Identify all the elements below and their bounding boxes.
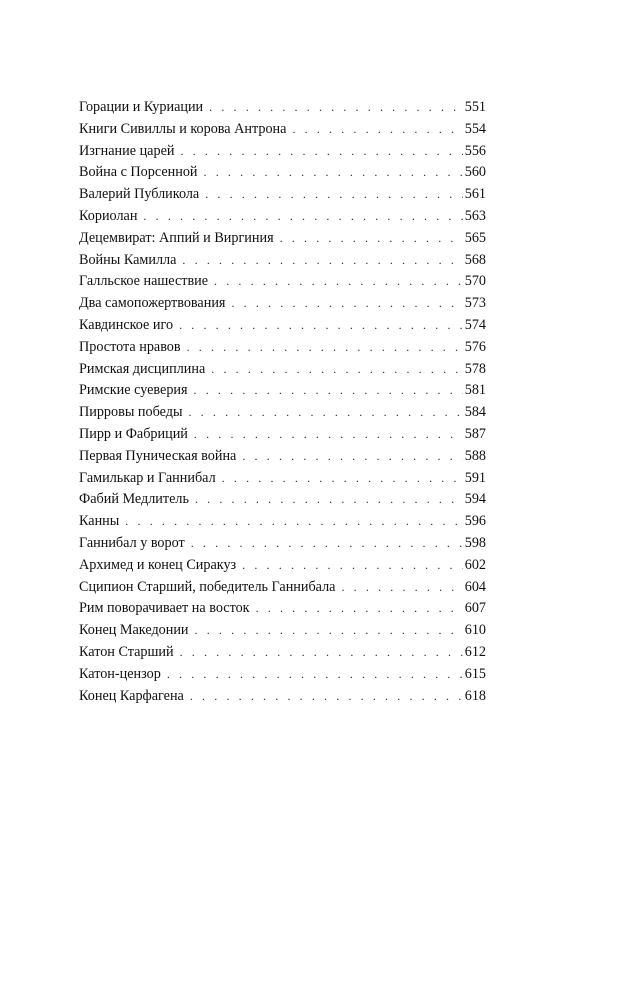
toc-entry-page: 560 <box>464 164 486 181</box>
toc-entry-page: 594 <box>464 491 486 508</box>
toc-entry-page: 610 <box>464 622 486 639</box>
toc-entry <box>79 402 486 424</box>
toc-entry <box>79 97 486 119</box>
toc-entry-page: 551 <box>464 99 486 115</box>
toc-entry <box>79 184 486 206</box>
toc-entry <box>79 359 486 381</box>
toc-entry-title: Война с Порсенной <box>79 164 198 181</box>
toc-entry <box>79 162 486 184</box>
toc-entry-page: 596 <box>464 513 486 530</box>
toc-entry <box>79 206 486 228</box>
toc-entry <box>79 424 486 446</box>
toc-entry <box>79 686 486 708</box>
toc-entry-page: 584 <box>464 404 486 421</box>
dot-leader <box>194 380 463 402</box>
toc-entry-title: Простота нравов <box>79 338 181 355</box>
dot-leader <box>214 271 463 293</box>
toc-entry-title: Рим поворачивает на восток <box>79 600 250 617</box>
dot-leader <box>341 577 462 599</box>
toc-entry-page: 568 <box>464 251 486 268</box>
toc-entry-title: Книги Сивиллы и корова Антрона <box>79 120 287 137</box>
toc-entry-page: 556 <box>464 142 486 159</box>
toc-entry-page: 602 <box>464 556 486 573</box>
toc-entry <box>79 468 486 490</box>
toc-entry <box>79 620 486 642</box>
dot-leader <box>209 97 463 119</box>
dot-leader <box>256 598 463 620</box>
toc-entry-title: Конец Македонии <box>79 622 189 639</box>
dot-leader <box>231 293 462 315</box>
toc-entry <box>79 533 486 555</box>
toc-entry-page: 565 <box>464 229 486 246</box>
dot-leader <box>143 206 462 228</box>
toc-entry-title: Войны Камилла <box>79 251 177 268</box>
toc-entry-title: Гамилькар и Ганнибал <box>79 469 216 486</box>
toc-entry <box>79 598 486 620</box>
dot-leader <box>191 533 463 555</box>
toc-entry-title: Канны <box>79 513 120 530</box>
toc-entry-title: Архимед и конец Сиракуз <box>79 556 237 573</box>
toc-entry-title: Конец Карфагена <box>79 687 184 704</box>
toc-entry-page: 615 <box>464 665 486 682</box>
toc-entry-title: Римская дисциплина <box>79 360 206 377</box>
toc-entry-title: Римские суеверия <box>79 382 188 399</box>
toc-entry-title: Катон Старший <box>79 643 174 660</box>
dot-leader <box>280 228 463 250</box>
toc-entry <box>79 119 486 141</box>
toc-entry <box>79 664 486 686</box>
toc-entry-title: Два самопожертвования <box>79 295 226 312</box>
toc-entry <box>79 141 486 163</box>
dot-leader <box>222 468 463 490</box>
table-of-contents <box>79 97 486 707</box>
dot-leader <box>179 315 463 337</box>
toc-entry-title: Валерий Публикола <box>79 186 200 203</box>
toc-entry <box>79 380 486 402</box>
toc-entry <box>79 555 486 577</box>
toc-entry-page: 576 <box>464 338 486 355</box>
toc-entry-page: 587 <box>464 425 486 442</box>
toc-entry-title: Децемвират: Аппий и Виргиния <box>79 229 274 246</box>
toc-entry-title: Сципион Старший, победитель Ганнибала <box>79 578 336 595</box>
toc-entry-page: 581 <box>464 382 486 399</box>
toc-entry-title: Галльское нашествие <box>79 273 209 290</box>
toc-entry-page: 591 <box>464 469 486 486</box>
toc-entry-page: 573 <box>464 295 486 312</box>
toc-entry-page: 563 <box>464 207 486 224</box>
toc-entry-page: 578 <box>464 360 486 377</box>
toc-entry-title: Ганнибал у ворот <box>79 534 185 551</box>
toc-entry <box>79 271 486 293</box>
toc-entry-title: Пирр и Фабриций <box>79 425 188 442</box>
toc-entry-title: Кавдинское иго <box>79 316 174 333</box>
toc-entry-title: Пирровы победы <box>79 404 183 421</box>
dot-leader <box>182 250 462 272</box>
dot-leader <box>242 446 462 468</box>
dot-leader <box>211 359 462 381</box>
toc-entry-title: Катон-цензор <box>79 665 161 682</box>
toc-entry <box>79 642 486 664</box>
dot-leader <box>292 119 462 141</box>
toc-entry-page: 598 <box>464 534 486 551</box>
toc-entry <box>79 293 486 315</box>
toc-entry-page: 612 <box>464 643 486 660</box>
dot-leader <box>195 489 463 511</box>
toc-entry-title: Первая Пуническая война <box>79 447 237 464</box>
dot-leader <box>195 620 463 642</box>
dot-leader <box>187 337 463 359</box>
dot-leader <box>204 162 463 184</box>
toc-entry-title: Кориолан <box>79 207 138 224</box>
toc-entry <box>79 577 486 599</box>
dot-leader <box>190 686 463 708</box>
toc-entry-page: 618 <box>464 687 486 704</box>
toc-entry-title: Фабий Медлитель <box>79 491 189 508</box>
toc-entry <box>79 228 486 250</box>
toc-entry-title: Горации и Куриации <box>79 99 204 115</box>
toc-entry <box>79 511 486 533</box>
dot-leader <box>180 141 462 163</box>
toc-entry <box>79 489 486 511</box>
dot-leader <box>188 402 462 424</box>
toc-entry-page: 604 <box>464 578 486 595</box>
toc-entry <box>79 250 486 272</box>
toc-entry-page: 561 <box>464 186 486 203</box>
dot-leader <box>125 511 462 533</box>
toc-entry-title: Изгнание царей <box>79 142 175 159</box>
dot-leader <box>167 664 463 686</box>
dot-leader <box>205 184 462 206</box>
dot-leader <box>180 642 463 664</box>
toc-entry <box>79 315 486 337</box>
dot-leader <box>242 555 463 577</box>
toc-entry-page: 574 <box>464 316 486 333</box>
toc-entry <box>79 446 486 468</box>
toc-entry-page: 588 <box>464 447 486 464</box>
toc-entry <box>79 337 486 359</box>
dot-leader <box>194 424 463 446</box>
toc-entry-page: 570 <box>464 273 486 290</box>
toc-entry-page: 554 <box>464 120 486 137</box>
toc-entry-page: 607 <box>464 600 486 617</box>
